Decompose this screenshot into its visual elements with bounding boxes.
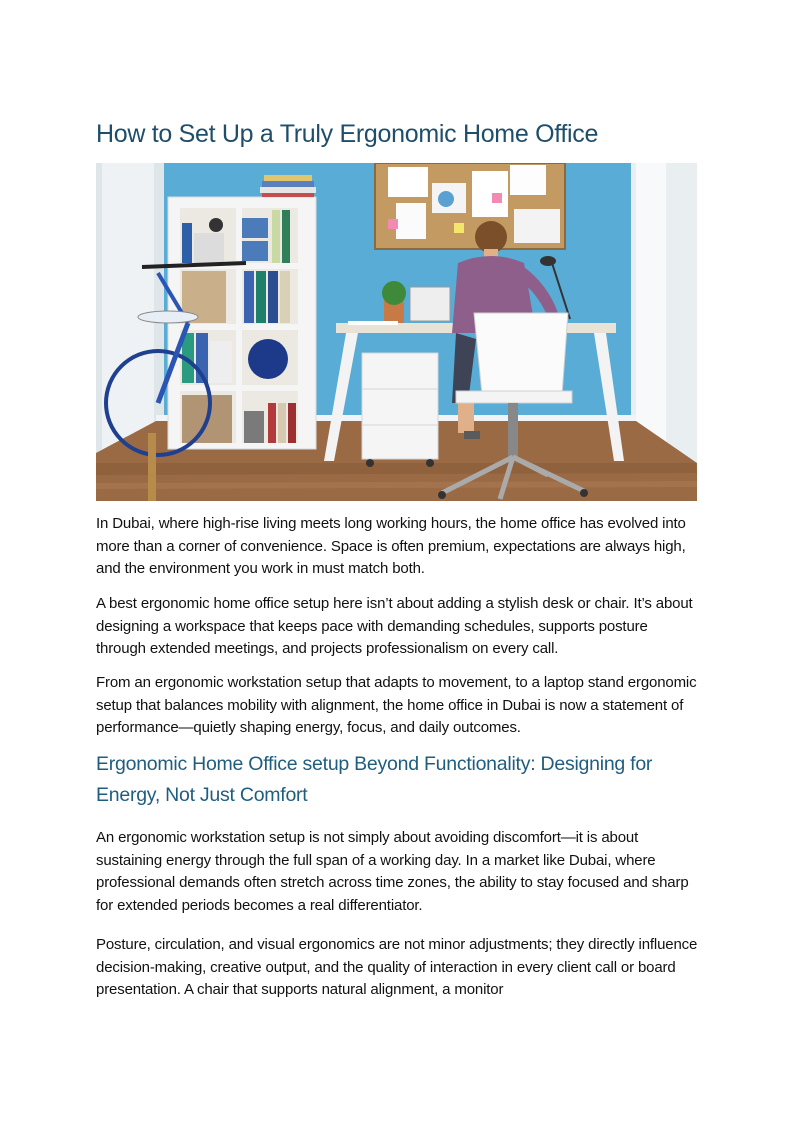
page-title: How to Set Up a Truly Ergonomic Home Office: [96, 120, 599, 148]
hero-photo-home-office: [96, 163, 697, 501]
intro-paragraph-3: From an ergonomic workstation setup that adapts to movement, to a laptop stand ergonomic setup that balances mobility with alignment, the home office in Dubai is now a statement of performance—quietly shaping energy, focus, and daily outcomes.: [96, 674, 697, 737]
intro-paragraph-1: In Dubai, where high-rise living meets long working hours, the home office has evolved into more than a corner of convenience. Space is often premium, expectations are always high, and the environment you work in must match both.: [96, 515, 686, 578]
section-paragraph-1: An ergonomic workstation setup is not simply about avoiding discomfort—it is about sustaining energy through the full span of a working day. In a market like Dubai, where professional demands often stretch across time zones, the ability to stay focused and sharp for extended periods becomes a real differentiator.: [96, 829, 689, 914]
section-paragraph-2: Posture, circulation, and visual ergonomics are not minor adjustments; they directly influence decision-making, creative output, and the quality of interaction in every client call or board presentation. A chair that supports natural alignment, a monitor: [96, 936, 698, 999]
section-heading: Ergonomic Home Office setup Beyond Functionality: Designing for Energy, Not Just Comfort: [96, 753, 653, 806]
intro-paragraph-2: A best ergonomic home office setup here isn’t about adding a stylish desk or chair. It’s about designing a workspace that keeps pace with demanding schedules, supports posture through extended meetings, and projects professionalism on every call.: [96, 595, 693, 658]
